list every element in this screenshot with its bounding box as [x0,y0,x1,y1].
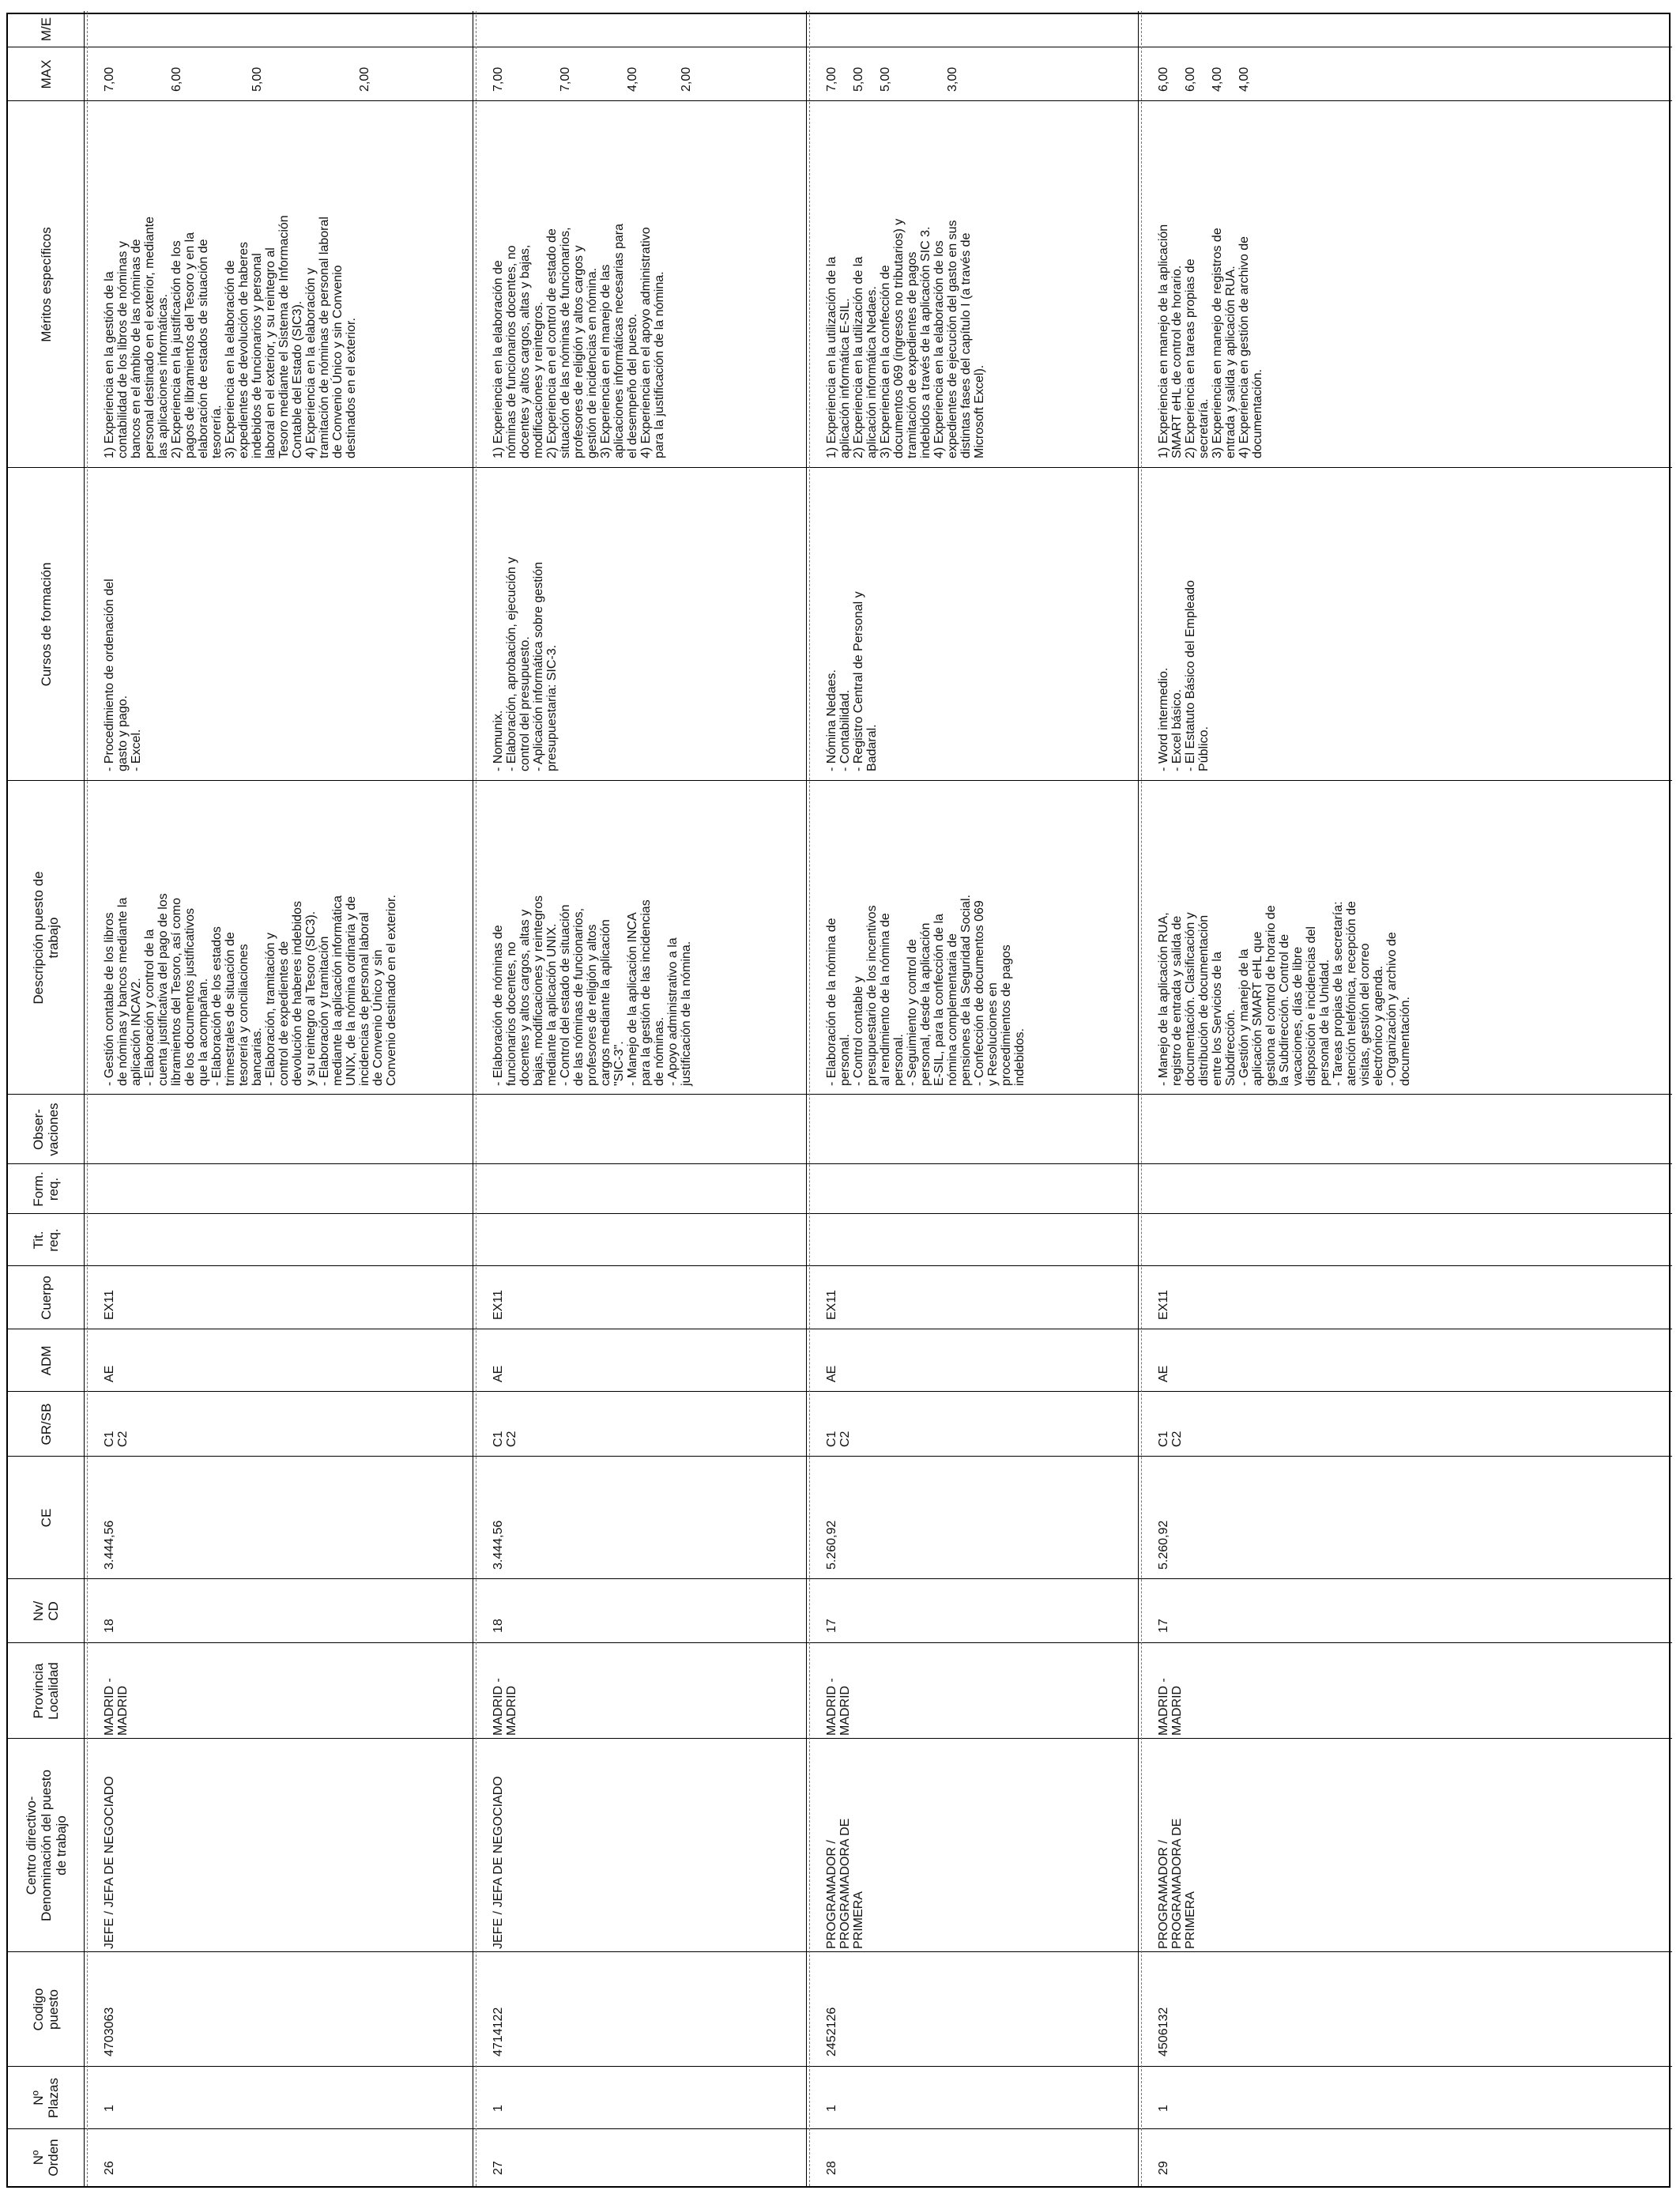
cell-meritos: 1) Experiencia en la utilización de la aplicación informática E-SIL. 2) Experiencia en la utilización de la aplicación informática Nedaes. 3) Experiencia en la confección de documentos 069 (ingresos no tributarios) y tramitación de expedientes de pagos indebidos a través de la aplicación SIC 3. 4) Experiencia en la elaboración de los expedientes de ejecución del gasto en sus distintas fases del capítulo I (a través de Microsoft Excel). [825,218,986,458]
header-tit: Tit. req. [31,1228,61,1252]
cell-meritos: 1) Experiencia en la elaboración de nóminas de funcionarios docentes, no docentes y altos cargos, altas y bajas, modificaciones y reintegros. 2) Experiencia en el control de estado de situación de las nóminas de funcionarios, profesores de religión y altos cargos y gestión de incidencias en nómina. 3) Experiencia en el manejo de las aplicaciones informáticas necesarias para el desempeño del puesto. 4) Experiencia en el apoyo administrativo para la justificación de la nómina. [492,223,666,458]
header-form: Form. req. [31,1171,61,1207]
cell-centro: JEFE / JEFA DE NEGOCIADO [103,1776,116,1949]
score-3: 5,00 [879,66,892,92]
header-me: M/E [38,17,54,42]
cell-plazas: 1 [1157,2105,1170,2112]
header-centro: Centro directivo- Denominación del puesto de trabajo [23,1770,69,1921]
cell-ce: 5.260,92 [825,1520,838,1570]
cell-cuerpo: EX11 [492,1290,505,1320]
cell-cursos: - Word intermedio. - Excel básico. - El Estatuto Básico del Empleado Público. [1157,580,1211,771]
header-obs: Obser- vaciones [31,1103,61,1156]
header-max: MAX [38,59,54,89]
score-2: 6,00 [170,66,183,92]
cell-desc: - Elaboración de la nómina de personal. - Control contable y presupuestario de los incentivos al rendimiento de la nómina de personal. - Seguimiento y control de personal, desde la aplicación E-SIL, para la confección de la nómina complementaria de pensiones de la Seguridad Social. - Confección de documentos 069 y Resoluciones en procedimientos de pagos indebidos. [825,895,1026,1086]
score-2: 5,00 [852,66,865,92]
score-4: 2,00 [358,66,371,92]
header-desc: Descripción puesto de trabajo [31,871,61,1005]
cell-centro: PROGRAMADOR / PROGRAMADORA DE PRIMERA [1157,1818,1197,1949]
cell-centro: PROGRAMADOR / PROGRAMADORA DE PRIMERA [825,1818,865,1949]
cell-codigo: 4703063 [103,2007,116,2056]
table-frame [6,13,1671,2188]
score-4: 4,00 [1237,66,1251,92]
header-ce: CE [38,1508,54,1528]
cell-codigo: 4714122 [492,2007,505,2056]
header-meritos: Méritos específicos [38,227,54,342]
cell-grsb: C1 C2 [1157,1431,1184,1447]
cell-plazas: 1 [103,2105,116,2112]
cell-plazas: 1 [825,2105,838,2112]
cell-cursos: - Procedimiento de ordenación del gasto y pago. - Excel. [103,579,143,771]
cell-desc: - Gestión contable de los libros de nóminas y bancos mediante la aplicación INCAV2. - Elaboración y control de la cuenta justificativa del pago de los libramientos del Tesoro, así como de los documentos justificativos que la acompañan. - Elaboración de los estados trimestrales de situación de tesorería y conciliaciones bancarias. - Elaboración, tramitación y control de expedientes de devolución de haberes indebidos y su reintegro al Tesoro (SIC3). - Elaboración y tramitación mediante la aplicación informática UNIX, de la nómina ordinaria y de incidencias de personal laboral de Convenio Único y sin Convenio destinado en el exterior. [103,893,398,1086]
score-1: 6,00 [1157,66,1170,92]
cell-provincia: MADRID - MADRID [825,1678,852,1736]
score-1: 7,00 [492,66,505,92]
cell-orden: 27 [492,2161,505,2175]
cell-adm: AE [492,1365,505,1382]
cell-adm: AE [103,1365,116,1382]
header-cursos: Cursos de formación [38,562,54,687]
cell-provincia: MADRID - MADRID [492,1678,518,1736]
header-nivel: Nv/ CD [31,1600,61,1622]
cell-cuerpo: EX11 [1157,1290,1170,1320]
header-adm: ADM [38,1345,54,1376]
score-4: 2,00 [680,66,693,92]
cell-provincia: MADRID - MADRID [103,1678,130,1736]
header-orden: Nº Orden [31,2139,61,2177]
header-plazas: Nº Plazas [31,2077,61,2119]
cell-ce: 3.444,56 [103,1520,116,1570]
score-3: 5,00 [250,66,264,92]
cell-ce: 5.260,92 [1157,1520,1170,1570]
score-1: 7,00 [103,66,116,92]
cell-grsb: C1 C2 [825,1431,852,1447]
cell-desc: - Elaboración de nóminas de funcionarios docentes, no docentes y altos cargos, altas y bajas, modificaciones y reintegros mediante la aplicación UNIX. - Control del estado de situación de las nóminas de funcionarios, profesores de religión y altos cargos mediante la aplicación "SIC-3". - Manejo de la aplicación INCA para la gestión de las incidencias de nóminas. - Apoyo administrativo a la justificación de la nómina. [492,895,693,1086]
header-grsb: GR/SB [38,1403,54,1446]
cell-codigo: 4506132 [1157,2007,1170,2056]
cell-desc: - Manejo de la aplicación RUA, registro de entrada y salida de documentación. Clasificación y distribución de documentación entre los Servicios de la Subdirección. - Gestión y manejo de la aplicación SMART eHL que gestiona el control de horario de la Subdirección. Control de vacaciones, días de libre disposición e incidencias del personal de la Unidad. - Tareas propias de la secretaría: atención telefónica, recepción de visitas, gestión del correo electrónico y agenda. - Organización y archivo de documentación. [1157,901,1412,1086]
cell-nivel: 17 [825,1619,838,1633]
score-3: 4,00 [1211,66,1224,92]
score-2: 6,00 [1184,66,1197,92]
cell-meritos: 1) Experiencia en la gestión de la contabilidad de los libros de nóminas y bancos en el ámbito de las nóminas de personal destinado en el exterior, mediante las aplicaciones informáticas. 2) Experiencia en la justificación de los pagos de libramientos del Tesoro y en la elaboración de estados de situación de tesorería. 3) Experiencia en la elaboración de expedientes de devolución de haberes indebidos de funcionarios y personal laboral en el exterior, y su reintegro al Tesoro mediante el Sistema de Información Contable del Estado (SIC3). 4) Experiencia en la elaboración y tramitación de nóminas de personal laboral de Convenio Único y sin Convenio destinados en el exterior. [103,215,358,458]
cell-codigo: 2452126 [825,2007,838,2056]
cell-grsb: C1 C2 [103,1431,130,1447]
cell-nivel: 18 [103,1619,116,1633]
cell-adm: AE [1157,1365,1170,1382]
cell-orden: 28 [825,2161,838,2175]
cell-grsb: C1 C2 [492,1431,518,1447]
cell-cursos: - Nomunix. - Elaboración, aprobación, ejecución y control del presupuesto. - Aplicación informática sobre gestión presupuestaria: SIC-3. [492,556,559,771]
cell-nivel: 18 [492,1619,505,1633]
header-codigo: Codigo puesto [31,1988,61,2031]
score-2: 7,00 [559,66,572,92]
cell-plazas: 1 [492,2105,505,2112]
cell-cursos: - Nómina Nedaes. - Contabilidad. - Registro Central de Personal y Badaral. [825,591,879,771]
cell-adm: AE [825,1365,838,1382]
cell-orden: 29 [1157,2161,1170,2175]
score-1: 7,00 [825,66,838,92]
score-4: 3,00 [946,66,959,92]
cell-meritos: 1) Experiencia en manejo de la aplicación SMART eHL de control de horario. 2) Experiencia en tareas propias de secretaría. 3) Experiencia en manejo de registros de entrada y salida y aplicación RUA. 4) Experiencia en gestión de archivo de documentación. [1157,224,1264,458]
cell-nivel: 17 [1157,1619,1170,1633]
cell-cuerpo: EX11 [825,1290,838,1320]
cell-orden: 26 [103,2161,116,2175]
score-3: 4,00 [626,66,639,92]
cell-cuerpo: EX11 [103,1290,116,1320]
header-cuerpo: Cuerpo [38,1276,54,1320]
cell-ce: 3.444,56 [492,1520,505,1570]
cell-provincia: MADRID - MADRID [1157,1678,1184,1736]
header-provincia: Provincia Localidad [31,1662,61,1720]
cell-centro: JEFE / JEFA DE NEGOCIADO [492,1776,505,1949]
